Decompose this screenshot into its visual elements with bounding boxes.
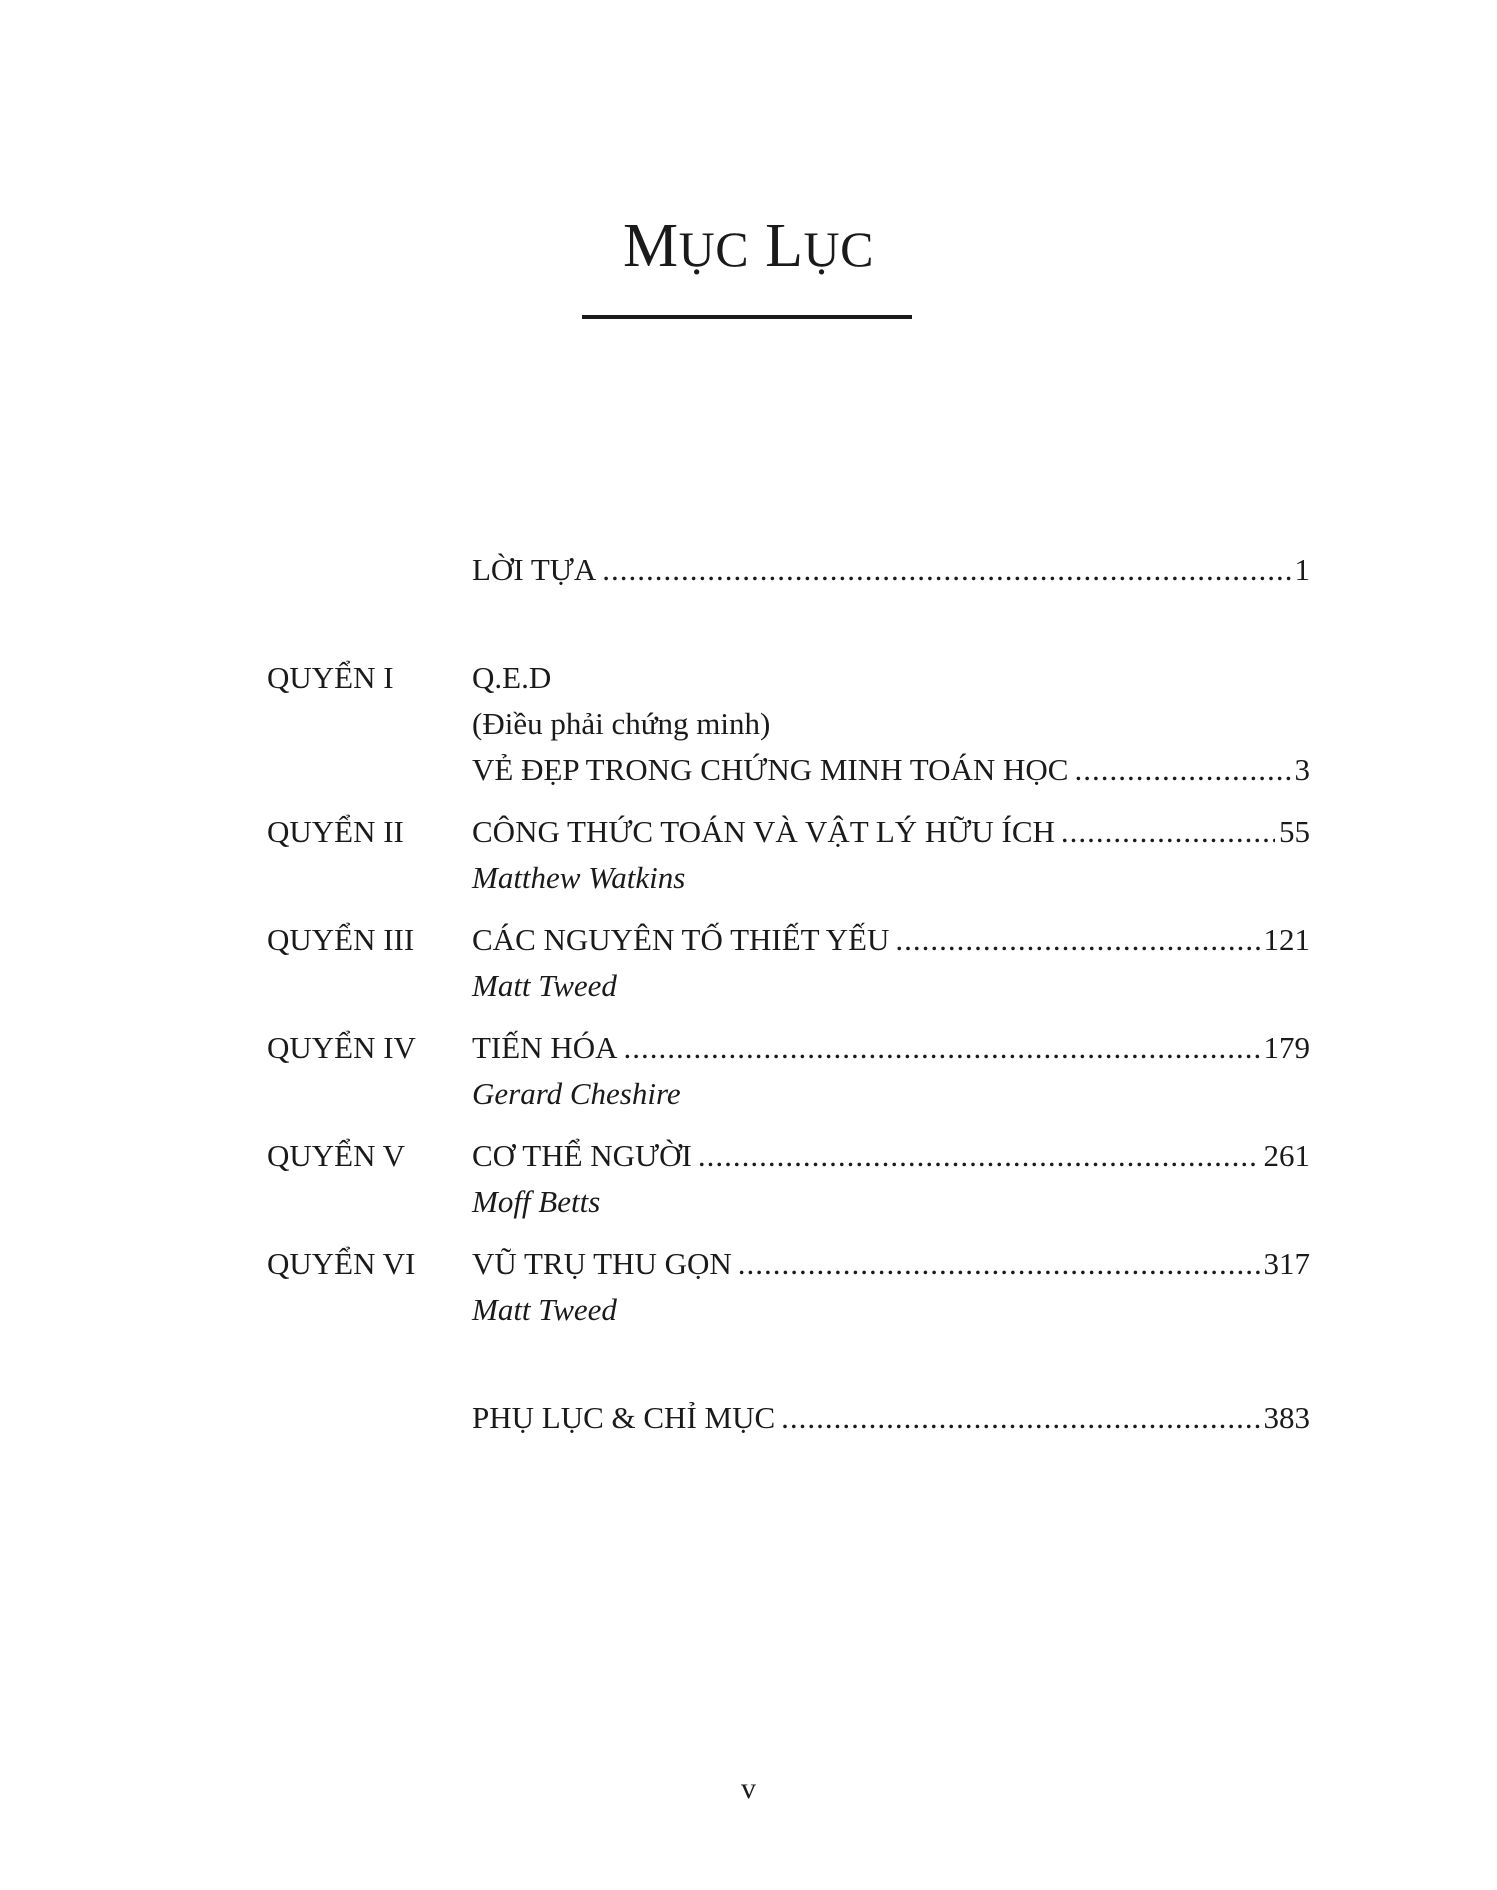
title-cap-1: M (623, 212, 679, 280)
book-label-2: QUYỂN II (267, 814, 404, 849)
toc-entry-title: CÁC NGUYÊN TỐ THIẾT YẾU (472, 922, 890, 957)
toc-entry-title: CƠ THỂ NGƯỜI (472, 1138, 692, 1173)
toc-entry-page: 1 (1294, 552, 1310, 587)
toc-entry-book-2[interactable] (472, 812, 1310, 852)
toc-entry-book-6[interactable] (472, 1244, 1310, 1284)
dot-leader (738, 1244, 1260, 1284)
title-cap-2: L (765, 212, 804, 280)
title-rest-1: ỤC (678, 221, 750, 277)
toc-entry-page: 317 (1263, 1246, 1310, 1281)
dot-leader (895, 920, 1259, 960)
book-3-author: Matt Tweed (472, 968, 617, 1003)
toc-entry-title: VẺ ĐẸP TRONG CHỨNG MINH TOÁN HỌC (472, 752, 1069, 787)
toc-entry-page: 179 (1263, 1030, 1310, 1065)
toc-entry-book-1[interactable] (472, 750, 1310, 790)
dot-leader (698, 1136, 1260, 1176)
toc-entry-page: 55 (1279, 814, 1310, 849)
toc-entry-page: 383 (1263, 1400, 1310, 1435)
book-6-author: Matt Tweed (472, 1292, 617, 1327)
toc-entry-book-5[interactable] (472, 1136, 1310, 1176)
toc-entry-title: PHỤ LỤC & CHỈ MỤC (472, 1400, 776, 1435)
toc-entry-title: TIẾN HÓA (472, 1030, 618, 1065)
book-2-author: Matthew Watkins (472, 860, 686, 895)
toc-entry-page: 261 (1263, 1138, 1310, 1173)
dot-leader (602, 550, 1290, 590)
book-label-4: QUYỂN IV (267, 1030, 416, 1065)
title-rest-2: ỤC (803, 221, 874, 277)
book-1-line-1: Q.E.D (472, 660, 552, 695)
toc-entry-book-3[interactable] (472, 920, 1310, 960)
page-number: v (741, 1772, 756, 1805)
book-label-3: QUYỂN III (267, 922, 415, 957)
toc-entry-preface[interactable] (472, 550, 1310, 590)
toc-entry-title: CÔNG THỨC TOÁN VÀ VẬT LÝ HỮU ÍCH (472, 814, 1055, 849)
toc-entry-appendix[interactable] (472, 1398, 1310, 1438)
toc-entry-page: 3 (1294, 752, 1310, 787)
book-label-5: QUYỂN V (267, 1138, 406, 1173)
book-1-line-2: (Điều phải chứng minh) (472, 706, 771, 741)
toc-entry-title: VŨ TRỤ THU GỌN (472, 1246, 732, 1281)
toc-entry-title: LỜI TỰA (472, 552, 597, 587)
dot-leader (781, 1398, 1259, 1438)
dot-leader (1061, 812, 1275, 852)
book-5-author: Moff Betts (472, 1184, 601, 1219)
dot-leader (1074, 750, 1290, 790)
book-4-author: Gerard Cheshire (472, 1076, 681, 1111)
book-label-1: QUYỂN I (267, 660, 394, 695)
toc-entry-book-4[interactable] (472, 1028, 1310, 1068)
book-label-6: QUYỂN VI (267, 1246, 416, 1281)
toc-entry-page: 121 (1263, 922, 1310, 957)
dot-leader (624, 1028, 1260, 1068)
